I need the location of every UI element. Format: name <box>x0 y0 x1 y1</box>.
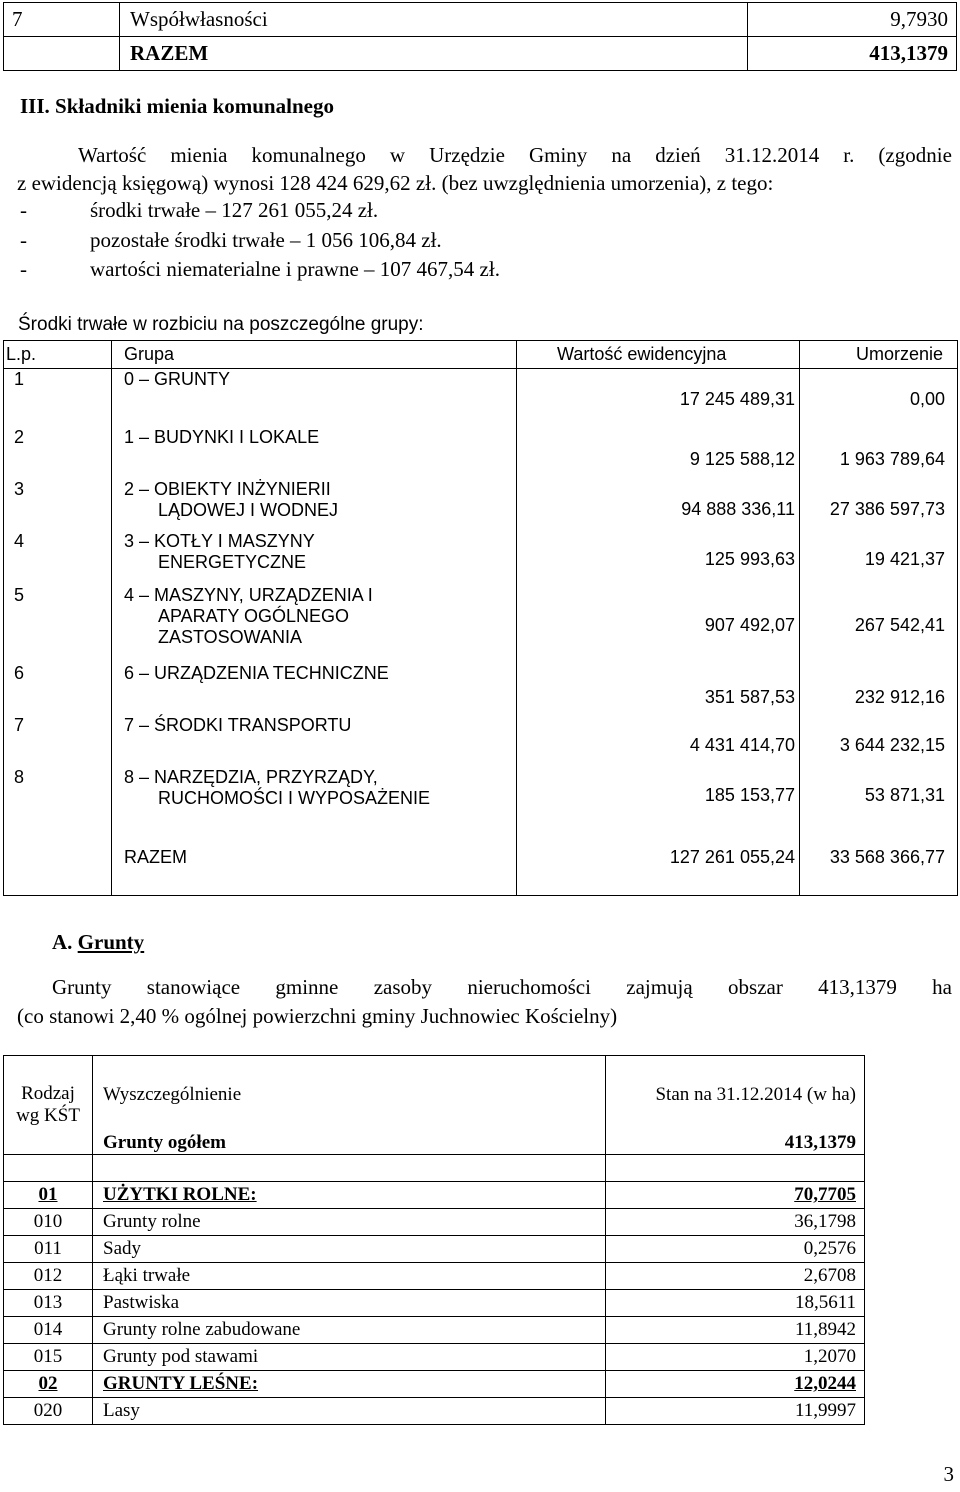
row-name: Lasy <box>103 1400 140 1421</box>
group-line: 0 – GRUNTY <box>124 369 231 389</box>
table-row <box>4 767 958 819</box>
row-name: GRUNTY LEŚNE: <box>103 1373 259 1394</box>
row-lp: 3 <box>14 479 25 499</box>
word: zasoby <box>373 975 433 999</box>
page-number: 3 <box>943 1462 954 1486</box>
total-label: RAZEM <box>120 37 748 71</box>
row-code: 013 <box>33 1292 63 1313</box>
total-value: 413,1379 <box>748 37 957 71</box>
row-code: 01 <box>38 1184 58 1205</box>
word: zajmują <box>626 975 693 999</box>
header-value: Stan na 31.12.2014 (w ha) <box>655 1084 856 1105</box>
row-value: 125 993,63 <box>704 549 795 569</box>
table-row <box>4 1290 865 1317</box>
group-line: 6 – URZĄDZENIA TECHNICZNE <box>124 663 389 683</box>
table-row <box>4 531 958 585</box>
paragraph-line <box>52 972 952 1002</box>
row-lp: 4 <box>14 531 25 551</box>
row-value: 185 153,77 <box>704 785 795 805</box>
row-value: 4 431 414,70 <box>689 735 795 755</box>
header-depreciation: Umorzenie <box>800 341 958 369</box>
row-depreciation: 19 421,37 <box>864 549 945 569</box>
list-item-text: środki trwałe – 127 261 055,24 zł. <box>90 198 379 222</box>
table-row <box>4 427 958 479</box>
group-line: 3 – KOTŁY I MASZYNY <box>124 531 315 551</box>
table-row <box>4 1317 865 1344</box>
row-lp: 8 <box>14 767 25 787</box>
word: stanowiące <box>146 975 241 999</box>
row-code: 015 <box>33 1346 63 1367</box>
header-lp: L.p. <box>4 341 112 369</box>
row-code: 011 <box>34 1238 62 1259</box>
section-a-heading <box>52 930 144 955</box>
word: gminne <box>275 975 339 999</box>
word: nieruchomości <box>467 975 591 999</box>
row-name: Sady <box>103 1238 141 1259</box>
row-code: 020 <box>33 1400 63 1421</box>
row-value: 9 125 588,12 <box>689 449 795 469</box>
group-line: 1 – BUDYNKI I LOKALE <box>124 427 320 447</box>
list-item <box>20 198 378 223</box>
row-name: UŻYTKI ROLNE: <box>103 1184 257 1205</box>
value-cell: 9,7930 <box>748 3 957 37</box>
table-header-row <box>4 1056 865 1155</box>
word: r. <box>843 143 855 167</box>
paragraph-line: (co stanowi 2,40 % ogólnej powierzchni gminy Juchnowiec Kościelny) <box>17 1004 618 1028</box>
table-row <box>4 1182 865 1209</box>
group-line: APARATY OGÓLNEGO <box>158 606 350 626</box>
row-depreciation: 0,00 <box>909 389 945 409</box>
word: ha <box>932 975 952 999</box>
dash: - <box>20 198 27 222</box>
row-depreciation: 232 912,16 <box>854 687 945 707</box>
row-value: 11,8942 <box>794 1319 856 1340</box>
row-lp: 6 <box>14 663 25 683</box>
spacer-row <box>4 1155 865 1182</box>
row-name: Grunty pod stawami <box>103 1346 259 1367</box>
paragraph-line <box>78 140 952 170</box>
section-title: Grunty <box>77 930 145 954</box>
total-name: Grunty ogółem <box>103 1132 226 1153</box>
group-line: LĄDOWEJ I WODNEJ <box>158 500 339 520</box>
row-code: 012 <box>33 1265 63 1286</box>
table-row <box>4 1344 865 1371</box>
row-lp: 7 <box>14 715 25 735</box>
header-code-line1: Rodzaj <box>21 1083 75 1104</box>
row-name: Łąki trwałe <box>103 1265 191 1286</box>
land-table <box>3 1055 865 1425</box>
header-name: Wyszczególnienie <box>103 1084 242 1105</box>
total-label: RAZEM <box>124 846 187 867</box>
word: obszar <box>728 975 783 999</box>
row-code: 02 <box>38 1373 58 1394</box>
table-row <box>4 479 958 531</box>
list-item-text: wartości niematerialne i prawne – 107 467,54 zł. <box>90 257 500 281</box>
row-depreciation: 27 386 597,73 <box>829 499 945 519</box>
name-cell: Współwłasności <box>120 3 748 37</box>
word: komunalnego <box>251 143 366 167</box>
table-row <box>4 1371 865 1398</box>
row-depreciation: 3 644 232,15 <box>839 735 945 755</box>
table-row <box>4 37 957 71</box>
word: 31.12.2014 <box>724 143 820 167</box>
fixed-assets-table <box>3 340 958 896</box>
table-row <box>4 1236 865 1263</box>
group-line: 4 – MASZYNY, URZĄDZENIA I <box>124 585 373 605</box>
dash: - <box>20 257 27 281</box>
group-line: 2 – OBIEKTY INŻYNIERII <box>124 479 331 499</box>
list-item <box>20 257 500 282</box>
paragraph-line: z ewidencją księgową) wynosi 128 424 629,62 zł. (bez uwzględnienia umorzenia), z tego: <box>17 171 774 195</box>
row-name: Grunty rolne zabudowane <box>103 1319 301 1340</box>
row-value: 351 587,53 <box>704 687 795 707</box>
subheading: Środki trwałe w rozbiciu na poszczególne grupy: <box>18 314 424 335</box>
table-row <box>4 1398 865 1425</box>
dash: - <box>20 228 27 252</box>
row-code: 014 <box>33 1319 63 1340</box>
row-value: 94 888 336,11 <box>681 499 795 519</box>
row-value: 1,2070 <box>803 1346 856 1367</box>
row-lp: 5 <box>14 585 25 605</box>
table-row <box>4 1263 865 1290</box>
row-value: 17 245 489,31 <box>679 389 795 409</box>
header-code-line2: wg KŚT <box>16 1105 80 1126</box>
row-value: 0,2576 <box>803 1238 856 1259</box>
word: mienia <box>170 143 228 167</box>
word: Grunty <box>52 975 112 999</box>
row-value: 907 492,07 <box>704 615 795 635</box>
row-name: Pastwiska <box>103 1292 179 1313</box>
word: w <box>389 143 406 167</box>
row-value: 70,7705 <box>794 1184 856 1205</box>
total-value: 127 261 055,24 <box>669 846 795 867</box>
group-line: RUCHOMOŚCI I WYPOSAŻENIE <box>158 788 431 808</box>
justified-line <box>52 972 952 1002</box>
lp-cell: 7 <box>4 3 120 37</box>
section-letter: A. <box>52 930 73 954</box>
table-row <box>4 3 957 37</box>
summary-table <box>3 2 957 71</box>
word: (zgodnie <box>878 143 952 167</box>
row-depreciation: 1 963 789,64 <box>839 449 945 469</box>
section-heading: III. Składniki mienia komunalnego <box>20 94 334 118</box>
total-row <box>4 819 958 896</box>
table-row <box>4 663 958 715</box>
lp-cell <box>4 37 120 71</box>
row-lp: 2 <box>14 427 25 447</box>
group-line: ENERGETYCZNE <box>158 552 307 572</box>
word: na <box>611 143 632 167</box>
total-value: 413,1379 <box>784 1132 856 1153</box>
table-row <box>4 715 958 767</box>
header-value-cell <box>606 1056 865 1155</box>
group-line: ZASTOSOWANIA <box>158 627 303 647</box>
word: Urzędzie <box>429 143 505 167</box>
row-value: 18,5611 <box>794 1292 856 1313</box>
header-value: Wartość ewidencyjna <box>517 341 800 369</box>
word: dzień <box>655 143 701 167</box>
word: Gminy <box>528 143 588 167</box>
header-group: Grupa <box>112 341 517 369</box>
row-name: Grunty rolne <box>103 1211 201 1232</box>
table-row <box>4 369 958 428</box>
list-item <box>20 228 442 253</box>
row-value: 2,6708 <box>803 1265 856 1286</box>
header-code <box>4 1056 93 1155</box>
list-item-text: pozostałe środki trwałe – 1 056 106,84 zł. <box>90 228 442 252</box>
row-value: 36,1798 <box>794 1211 856 1232</box>
row-code: 010 <box>33 1211 63 1232</box>
row-value: 11,9997 <box>794 1400 856 1421</box>
group-line: 8 – NARZĘDZIA, PRZYRZĄDY, <box>124 767 378 787</box>
table-row <box>4 1209 865 1236</box>
row-lp: 1 <box>14 369 25 389</box>
row-depreciation: 53 871,31 <box>864 785 945 805</box>
word: 413,1379 <box>818 975 897 999</box>
justified-line <box>78 140 952 170</box>
table-row <box>4 585 958 663</box>
row-depreciation: 267 542,41 <box>854 615 945 635</box>
word: Wartość <box>78 143 147 167</box>
row-value: 12,0244 <box>794 1373 856 1394</box>
total-depreciation: 33 568 366,77 <box>829 846 945 867</box>
group-line: 7 – ŚRODKI TRANSPORTU <box>124 715 352 735</box>
table-header-row <box>4 341 958 369</box>
header-name-cell <box>93 1056 606 1155</box>
